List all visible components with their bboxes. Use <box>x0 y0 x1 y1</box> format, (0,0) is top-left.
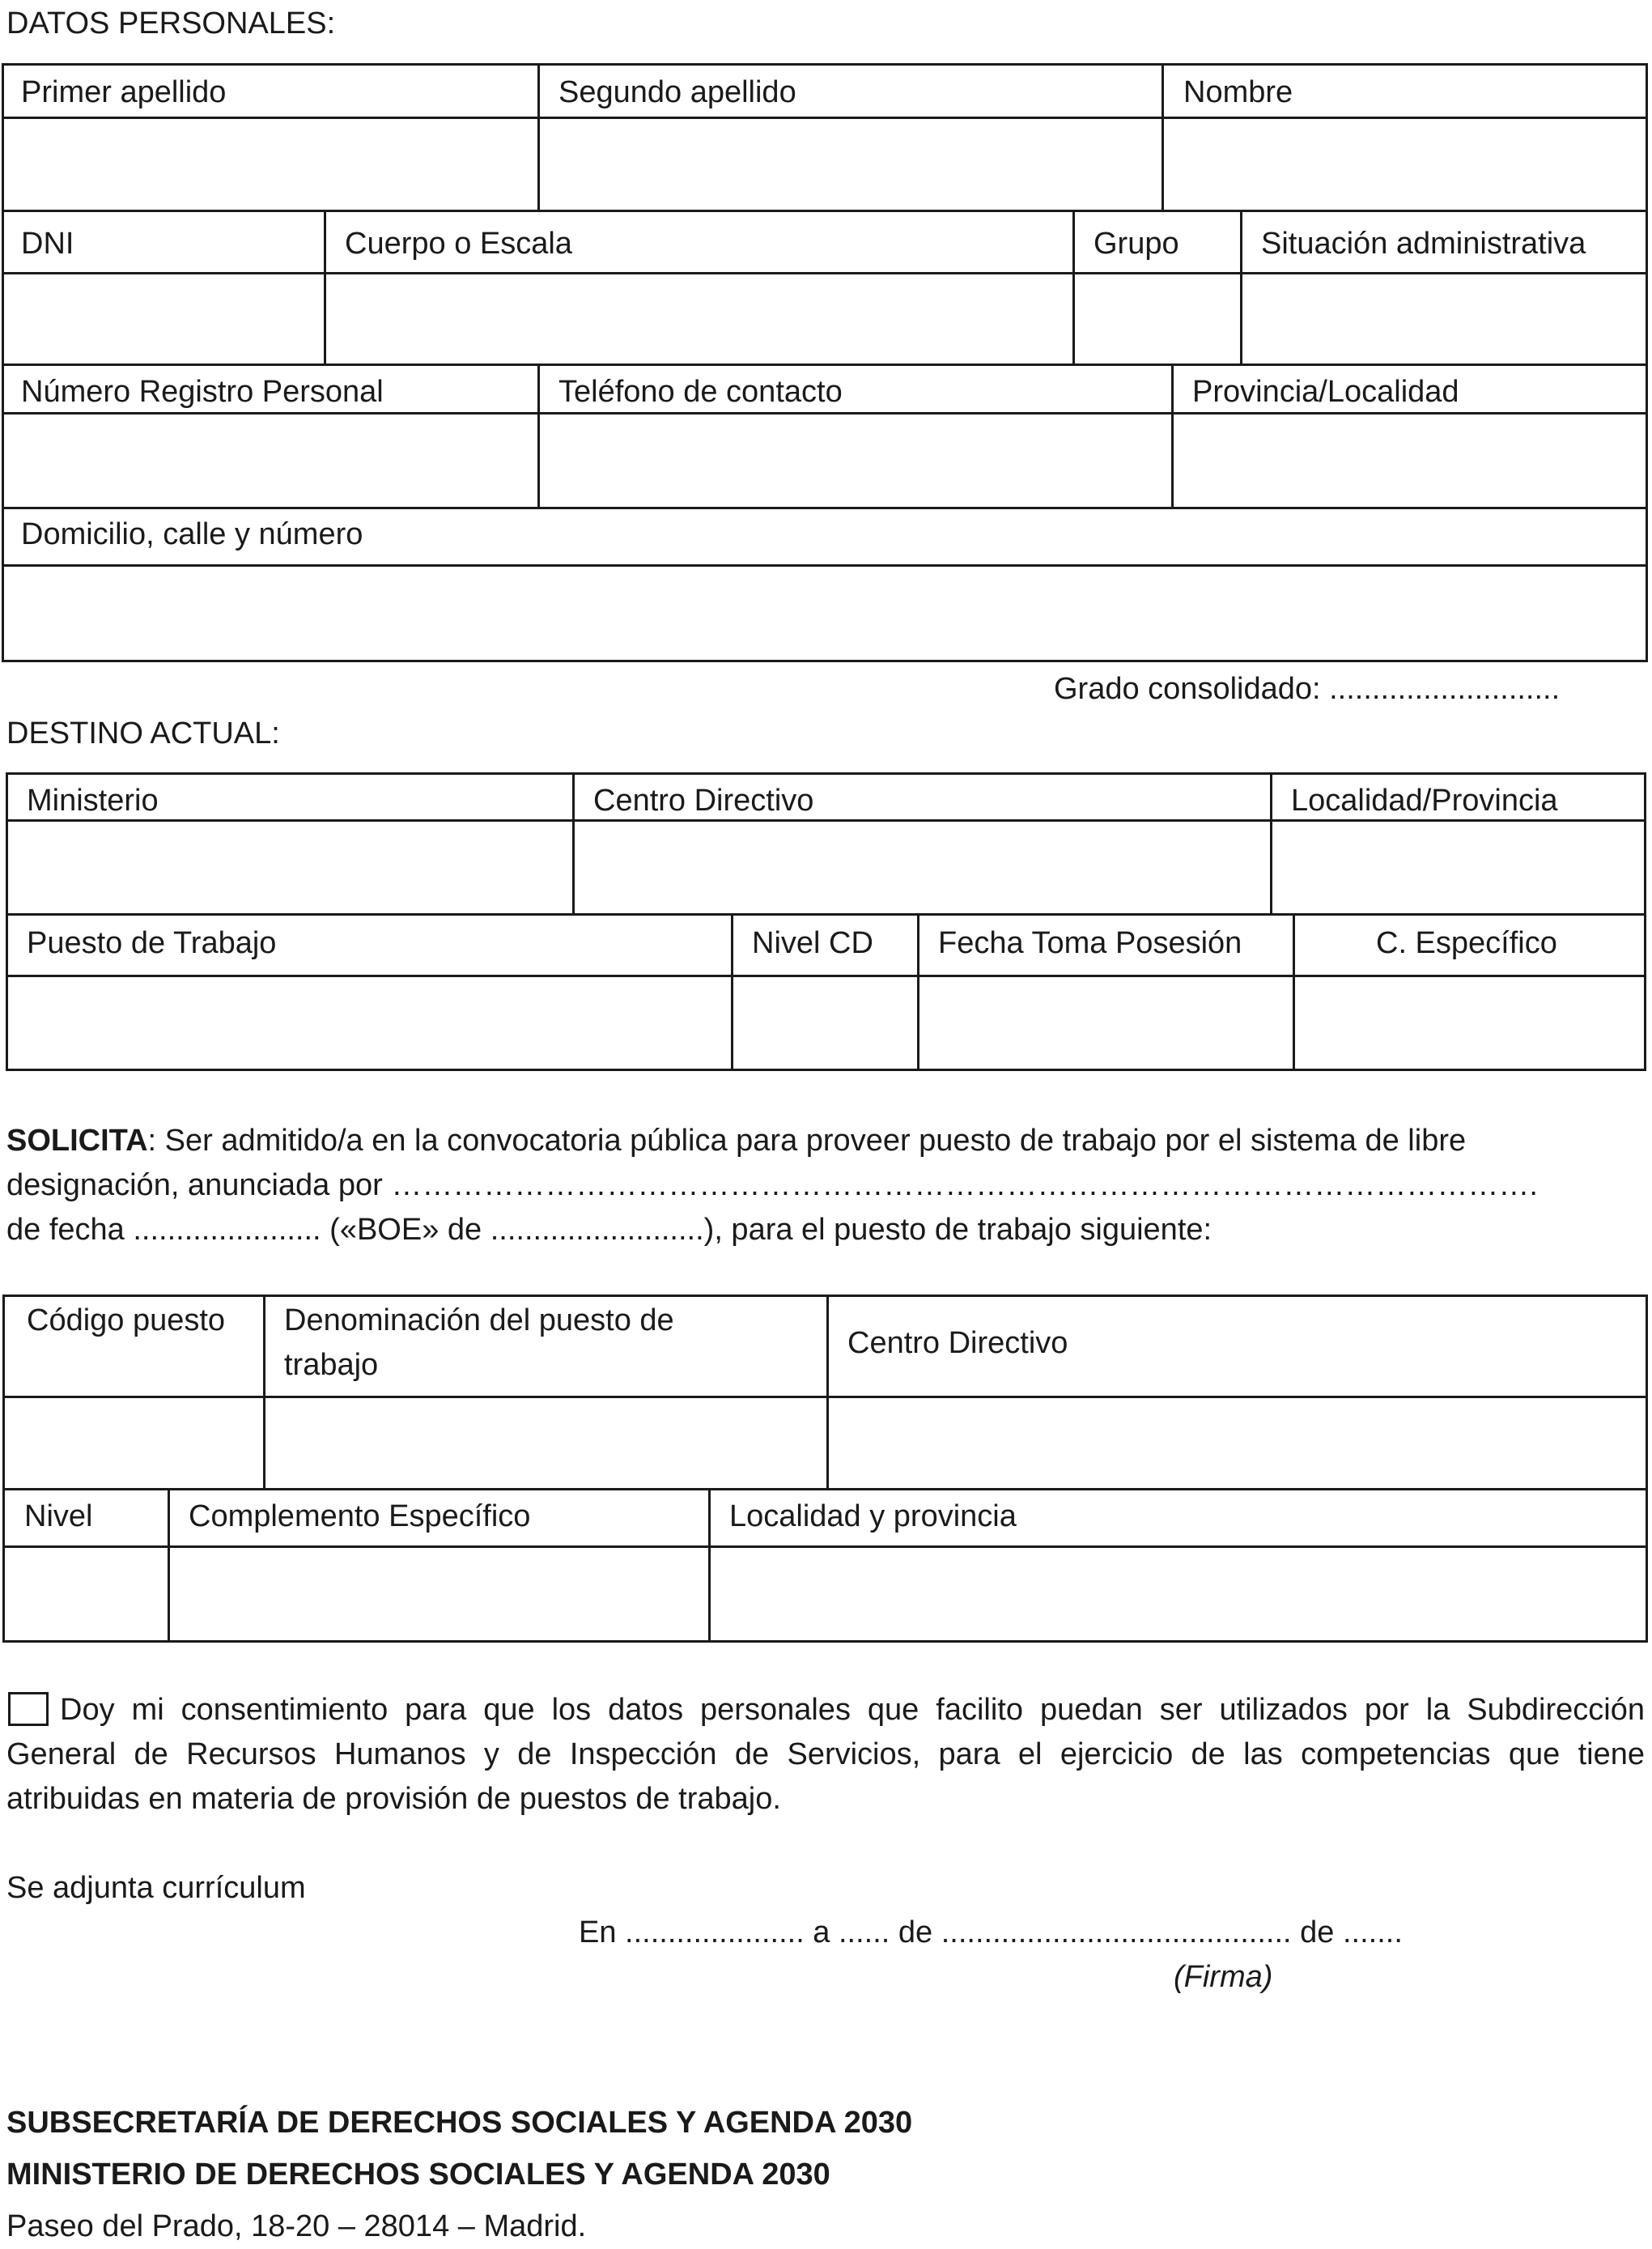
label-centro-directivo: Centro Directivo <box>593 784 814 818</box>
label-centro-directivo-puesto: Centro Directivo <box>847 1326 1068 1360</box>
label-denominacion-puesto-1: Denominación del puesto de <box>284 1303 674 1337</box>
field-segundo-apellido[interactable] <box>541 119 1161 209</box>
label-c-especifico: C. Específico <box>1376 926 1557 960</box>
label-ministerio: Ministerio <box>27 784 159 818</box>
field-c-especifico[interactable] <box>1296 977 1644 1069</box>
field-nivel-cd[interactable] <box>734 977 916 1069</box>
field-numero-registro-personal[interactable] <box>4 415 537 506</box>
field-grupo[interactable] <box>1076 274 1239 363</box>
grado-consolidado: Grado consolidado: ........................... <box>1054 672 1561 706</box>
label-cuerpo-escala: Cuerpo o Escala <box>345 227 572 261</box>
field-centro-directivo[interactable] <box>575 822 1269 912</box>
label-localidad-provincia: Localidad/Provincia <box>1291 784 1558 818</box>
label-dni: DNI <box>21 227 74 261</box>
field-nombre[interactable] <box>1165 119 1646 209</box>
label-telefono-contacto: Teléfono de contacto <box>558 375 843 409</box>
label-denominacion-puesto-2: trabajo <box>284 1348 379 1382</box>
field-puesto-trabajo[interactable] <box>8 977 730 1069</box>
field-nivel[interactable] <box>5 1548 167 1640</box>
label-primer-apellido: Primer apellido <box>21 75 227 109</box>
section-title-destino-actual: DESTINO ACTUAL: <box>6 716 280 750</box>
section-title-datos-personales: DATOS PERSONALES: <box>6 6 336 40</box>
label-puesto-trabajo: Puesto de Trabajo <box>27 926 277 960</box>
field-primer-apellido[interactable] <box>4 119 537 209</box>
label-nombre: Nombre <box>1183 75 1293 109</box>
label-nivel: Nivel <box>24 1499 93 1533</box>
consent-checkbox[interactable] <box>8 1692 49 1726</box>
field-domicilio[interactable] <box>4 567 1646 660</box>
label-situacion-administrativa: Situación administrativa <box>1261 227 1586 261</box>
field-ministerio[interactable] <box>8 822 571 912</box>
field-localidad-y-provincia[interactable] <box>711 1548 1646 1640</box>
destinatario-ministerio: MINISTERIO DE DERECHOS SOCIALES Y AGENDA 2030 <box>6 2158 830 2192</box>
label-complemento-especifico: Complemento Específico <box>189 1499 531 1533</box>
field-provincia-localidad[interactable] <box>1174 415 1646 506</box>
destinatario-direccion: Paseo del Prado, 18-20 – 28014 – Madrid. <box>6 2209 587 2243</box>
label-numero-registro-personal: Número Registro Personal <box>21 375 384 409</box>
label-fecha-toma-posesion: Fecha Toma Posesión <box>938 926 1242 960</box>
destinatario-subsecretaria: SUBSECRETARÍA DE DERECHOS SOCIALES Y AGENDA 2030 <box>6 2106 913 2140</box>
label-codigo-puesto: Código puesto <box>27 1303 226 1337</box>
field-cuerpo-escala[interactable] <box>327 274 1072 363</box>
field-situacion[interactable] <box>1243 274 1646 363</box>
field-dni[interactable] <box>4 274 323 363</box>
field-complemento-especifico[interactable] <box>171 1548 707 1640</box>
field-centro-directivo-puesto[interactable] <box>830 1398 1646 1487</box>
field-codigo-puesto[interactable] <box>5 1398 262 1487</box>
firma-label: (Firma) <box>1174 1960 1273 1994</box>
lugar-fecha-line: En ..................... a ...... de ......................................... de ....... <box>579 1915 1403 1949</box>
solicita-line-2: designación, anunciada por …………………………………………………………………………………………………. <box>6 1168 1538 1202</box>
field-denominacion-puesto[interactable] <box>266 1398 826 1487</box>
solicita-label: SOLICITA <box>6 1124 148 1158</box>
label-segundo-apellido: Segundo apellido <box>558 75 796 109</box>
label-provincia-localidad: Provincia/Localidad <box>1192 375 1459 409</box>
solicita-line-3: de fecha ...................... («BOE» de .........................), para el puesto de trabajo siguiente: <box>6 1213 1212 1247</box>
field-telefono[interactable] <box>541 415 1170 506</box>
consent-line-3: atribuidas en materia de provisión de puestos de trabajo. <box>6 1782 781 1816</box>
label-grupo: Grupo <box>1094 227 1179 261</box>
label-localidad-y-provincia: Localidad y provincia <box>729 1499 1017 1533</box>
field-localidad-provincia[interactable] <box>1273 822 1644 912</box>
label-nivel-cd: Nivel CD <box>752 926 873 960</box>
label-domicilio: Domicilio, calle y número <box>21 517 363 551</box>
field-fecha-toma-posesion[interactable] <box>920 977 1292 1069</box>
solicita-line-1: SOLICITA: Ser admitido/a en la convocatoria pública para proveer puesto de trabajo por el sistema de libre <box>6 1124 1467 1158</box>
consent-line-2: General de Recursos Humanos y de Inspección de Servicios, para el ejercicio de las competencias que tiene <box>6 1737 1645 1771</box>
consent-line-1: Doy mi consentimiento para que los datos personales que facilito puedan ser utilizados por la Subdirección <box>60 1693 1645 1727</box>
curriculum-note: Se adjunta currículum <box>6 1871 306 1905</box>
